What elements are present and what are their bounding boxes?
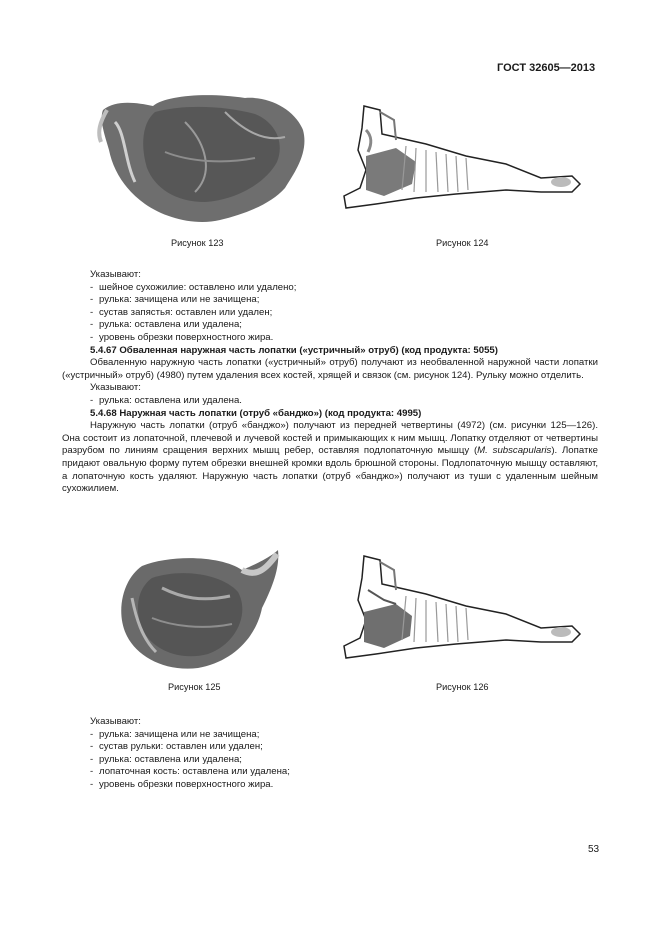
list-item: - сустав рульки: оставлен или удален;: [90, 741, 263, 753]
figure-caption-123: Рисунок 123: [171, 238, 224, 248]
meat-cut-image-123: [95, 92, 313, 230]
figure-caption-126: Рисунок 126: [436, 682, 489, 692]
bottom-text: [62, 716, 598, 792]
list-item: - уровень обрезки поверхностного жира.: [90, 331, 274, 343]
section-paragraph-5467: Обваленную наружную часть лопатки («устричный» отруб) получают из необваленной наружной части лопатки («устричный» отруб) (4980) путем удаления всех костей, хрящей и связок (см. рисунок 124). Рульку можно отделить.: [62, 357, 598, 381]
list-item: - сустав запястья: оставлен или удален;: [90, 306, 273, 318]
list-item: - уровень обрезки поверхностного жира.: [90, 778, 274, 790]
carcass-diagram-126: [336, 550, 586, 662]
page-number: 53: [588, 844, 600, 855]
instruction-intro: Указывают:: [90, 382, 141, 394]
list-item: - рулька: оставлена или удалена;: [90, 753, 242, 765]
list-item: - лопаточная кость: оставлена или удалена;: [90, 766, 290, 778]
main-text: [62, 269, 598, 496]
section-heading-5468: 5.4.68 Наружная часть лопатки (отруб «банджо») (код продукта: 4995): [90, 407, 422, 419]
instruction-intro: Указывают:: [90, 269, 141, 280]
carcass-diagram-124: [336, 100, 586, 212]
meat-cut-image-125: [112, 548, 284, 676]
figure-caption-124: Рисунок 124: [436, 238, 489, 248]
standard-header: ГОСТ 32605—2013: [497, 62, 596, 74]
list-item: - шейное сухожилие: оставлено или удалено;: [90, 281, 297, 293]
section-paragraph-5468: Наружную часть лопатки (отруб «банджо») получают из передней четвертины (4972) (см. рисунки 125—126). Она состоит из лопаточной, плечевой и лучевой костей и примыкающих к ним мышц. Лопатку отделяют от четвертины разрубом по линиям сращения верхних мышц ребер, оставляя подлопаточную мышцу (M. subscapularis). Лопатке придают овальную форму путем обрезки внешней кромки вдоль брюшной стороны. Подлопаточную мышцу оставляют, а лопаточную кость удаляют. Наружную часть лопатки (отруб «банджо») получают из туши с удаленным шейным сухожилием.: [62, 420, 598, 495]
figure-caption-125: Рисунок 125: [168, 682, 221, 692]
list-item: - рулька: зачищена или не зачищена;: [90, 294, 260, 306]
instruction-intro: Указывают:: [90, 716, 141, 727]
list-item: - рулька: оставлена или удалена.: [90, 394, 242, 406]
section-heading-5467: 5.4.67 Обваленная наружная часть лопатки («устричный» отруб) (код продукта: 5055): [90, 344, 498, 356]
list-item: - рулька: зачищена или не зачищена;: [90, 728, 260, 740]
list-item: - рулька: оставлена или удалена;: [90, 319, 242, 331]
